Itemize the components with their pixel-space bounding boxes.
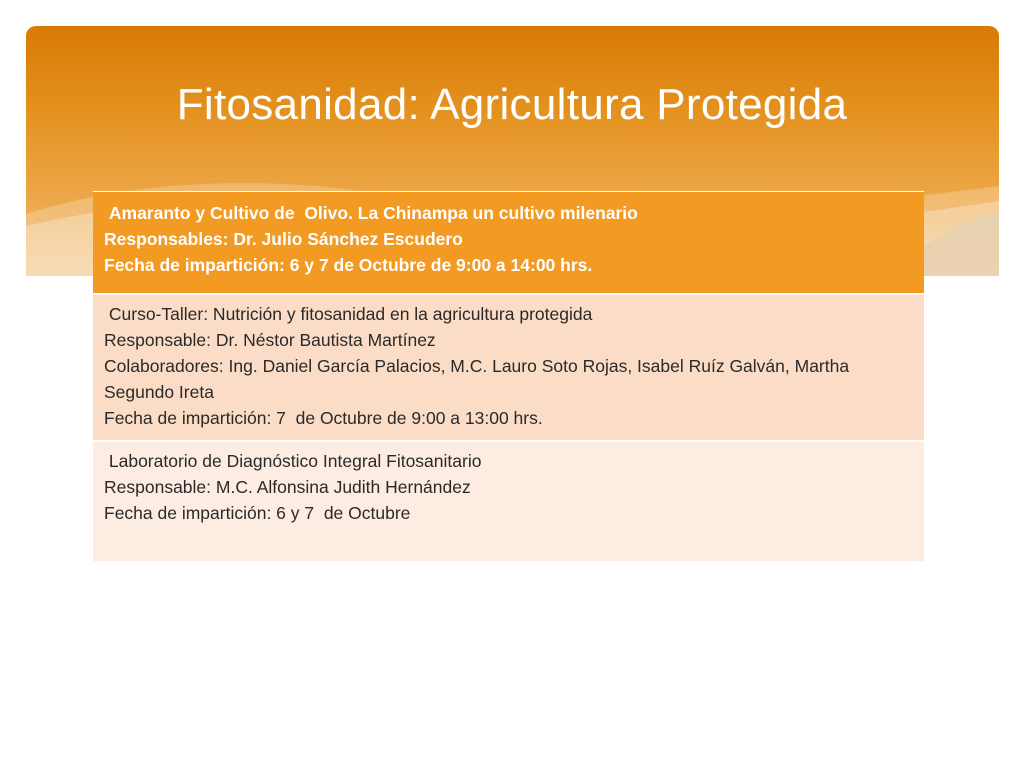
row-3-line-3: Fecha de impartición: 6 y 7 de Octubre (104, 503, 411, 523)
row-3-line-2: Responsable: M.C. Alfonsina Judith Hernández (104, 477, 471, 497)
row-2-line-1: Curso-Taller: Nutrición y fitosanidad en la agricultura protegida (104, 304, 593, 324)
table-row (93, 295, 924, 442)
row-1-line-1: Amaranto y Cultivo de Olivo. La Chinampa un cultivo milenario (104, 203, 638, 223)
slide-title: Fitosanidad: Agricultura Protegida (176, 80, 848, 129)
row-2-line-2: Responsable: Dr. Néstor Bautista Martínez (104, 330, 436, 350)
row-2-line-3: Colaboradores: Ing. Daniel García Palacios, M.C. Lauro Soto Rojas, Isabel Ruíz Galván, Martha Segundo Ireta (104, 356, 854, 402)
row-1-line-3: Fecha de impartición: 6 y 7 de Octubre de 9:00 a 14:00 hrs. (104, 255, 593, 275)
course-table (93, 191, 924, 563)
row-2-line-4: Fecha de impartición: 7 de Octubre de 9:00 a 13:00 hrs. (104, 408, 543, 428)
row-3-line-1: Laboratorio de Diagnóstico Integral Fitosanitario (104, 451, 482, 471)
table-row (93, 191, 924, 295)
table-row (93, 442, 924, 563)
row-1-line-2: Responsables: Dr. Julio Sánchez Escudero (104, 229, 463, 249)
